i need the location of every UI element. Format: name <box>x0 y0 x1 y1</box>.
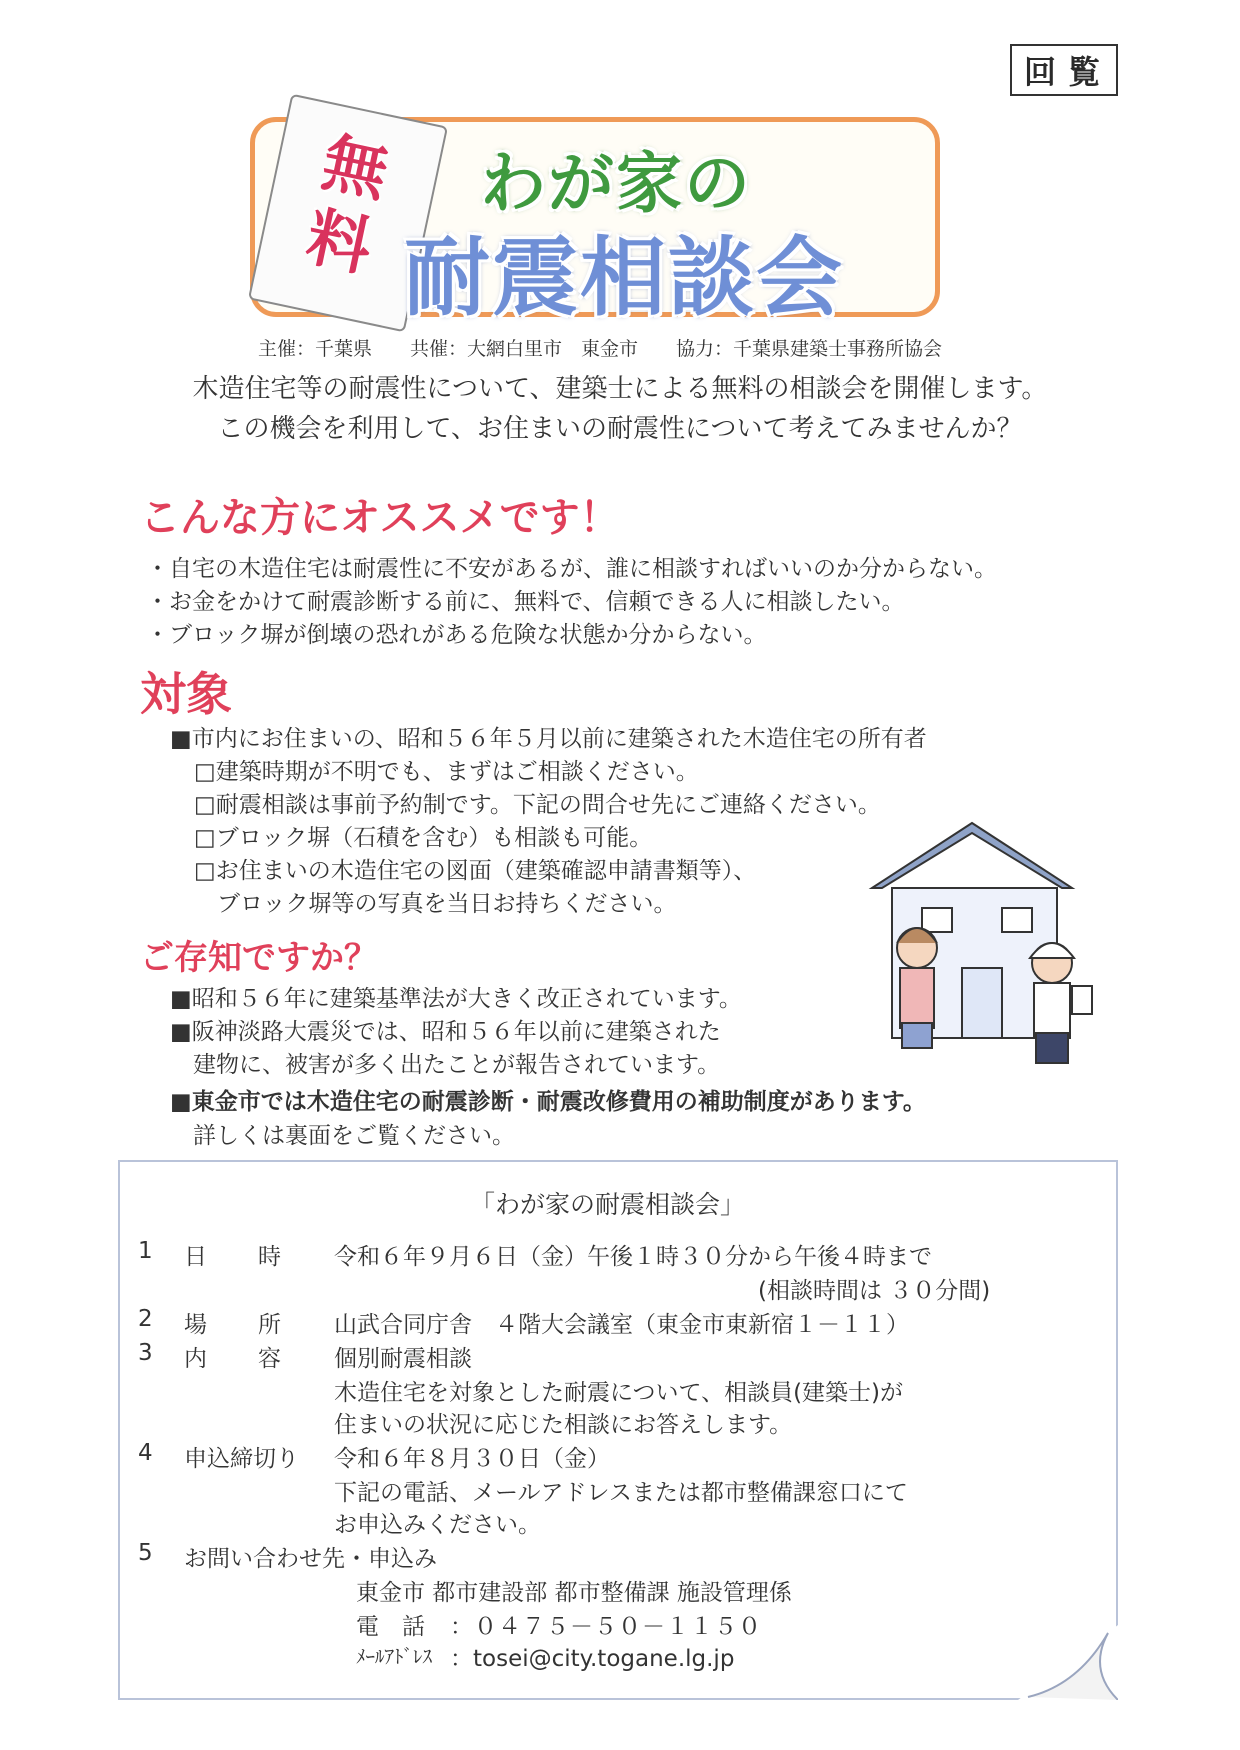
deadline-desc: お申込みください。 <box>334 1512 541 1538</box>
know-item-subsidy: ■東金市では木造住宅の耐震診断・耐震改修費用の補助制度があります。 <box>170 1089 926 1115</box>
place-value: 山武合同庁舎 ４階大会議室（東金市東新宿１－１１） <box>334 1312 909 1338</box>
info-label: 日 <box>184 1244 207 1270</box>
circulate-stamp: 回覧 <box>1010 44 1118 96</box>
date-note: (相談時間は ３０分間) <box>758 1278 991 1304</box>
contact-mail-label: ﾒｰﾙｱﾄﾞﾚｽ <box>356 1646 433 1668</box>
target-main: ■市内にお住まいの、昭和５６年５月以前に建築された木造住宅の所有者 <box>170 726 927 752</box>
target-item: □耐震相談は事前予約制です。下記の問合せ先にご連絡ください。 <box>194 792 881 818</box>
know-heading: ご存知ですか？ <box>140 938 378 978</box>
know-item: 建物に、被害が多く出たことが報告されています。 <box>170 1052 721 1078</box>
lead-line-1: 木造住宅等の耐震性について、建築士による無料の相談会を開催します。 <box>192 374 1048 404</box>
info-label: 時 <box>258 1244 281 1270</box>
target-heading: 対象 <box>140 667 232 721</box>
info-num: 5 <box>138 1540 153 1566</box>
know-item: 詳しくは裏面をご覧ください。 <box>170 1123 515 1149</box>
know-item: ■阪神淡路大震災では、昭和５６年以前に建築された <box>170 1019 721 1045</box>
contact-tel-label: 電 話 <box>356 1614 425 1640</box>
know-item: ■昭和５６年に建築基準法が大きく改正されています。 <box>170 986 742 1012</box>
content-desc: 住まいの状況に応じた相談にお答えします。 <box>334 1412 793 1438</box>
recommend-item: ・ブロック塀が倒壊の恐れがある危険な状態か分からない。 <box>146 622 767 648</box>
event-info-title: 「わが家の耐震相談会」 <box>470 1190 746 1219</box>
recommend-item: ・お金をかけて耐震診断する前に、無料で、信頼できる人に相談したい。 <box>146 589 905 615</box>
title-line-1: わが家の <box>480 145 752 222</box>
info-label: 内 <box>184 1346 207 1372</box>
target-item: ブロック塀等の写真を当日お持ちください。 <box>194 891 677 917</box>
recommend-item: ・自宅の木造住宅は耐震性に不安があるが、誰に相談すればいいのか分からない。 <box>146 556 997 582</box>
info-num: 2 <box>138 1306 153 1332</box>
info-num: 4 <box>138 1440 153 1466</box>
content-value: 個別耐震相談 <box>334 1346 472 1372</box>
content-desc: 木造住宅を対象とした耐震について、相談員(建築士)が <box>334 1380 904 1406</box>
contact-mail: ：tosei@city.togane.lg.jp <box>450 1646 735 1672</box>
title-line-2: 耐震相談会 <box>404 228 844 328</box>
info-num: 1 <box>138 1238 153 1264</box>
contact-org: 東金市 都市建設部 都市整備課 施設管理係 <box>356 1580 792 1606</box>
info-label: お問い合わせ先・申込み <box>184 1546 437 1572</box>
info-label: 容 <box>258 1346 281 1372</box>
lead-line-2: この機会を利用して、お住まいの耐震性について考えてみませんか？ <box>217 414 1023 444</box>
target-item: □建築時期が不明でも、まずはご相談ください。 <box>194 759 699 785</box>
target-item: □ブロック塀（石積を含む）も相談も可能。 <box>194 825 653 851</box>
deadline-desc: 下記の電話、メールアドレスまたは都市整備課窓口にて <box>334 1480 908 1506</box>
info-label: 場 <box>184 1312 207 1338</box>
target-item: □お住まいの木造住宅の図面（建築確認申請書類等）、 <box>194 858 757 884</box>
house-illustration <box>862 818 1102 1068</box>
deadline-value: 令和６年８月３０日（金） <box>334 1446 610 1472</box>
page-curl-decoration <box>1018 1625 1118 1700</box>
organizers: 主催：千葉県 共催：大網白里市 東金市 協力：千葉県建築士事務所協会 <box>258 338 943 360</box>
recommend-heading: こんな方にオススメです！ <box>140 495 620 541</box>
info-label: 申込締切り <box>184 1446 299 1472</box>
free-badge: 無料 <box>300 125 394 287</box>
info-num: 3 <box>138 1340 153 1366</box>
contact-tel: ：０４７５－５０－１１５０ <box>450 1614 762 1640</box>
date-value: 令和６年９月６日（金）午後１時３０分から午後４時まで <box>334 1244 932 1270</box>
info-label: 所 <box>258 1312 281 1338</box>
